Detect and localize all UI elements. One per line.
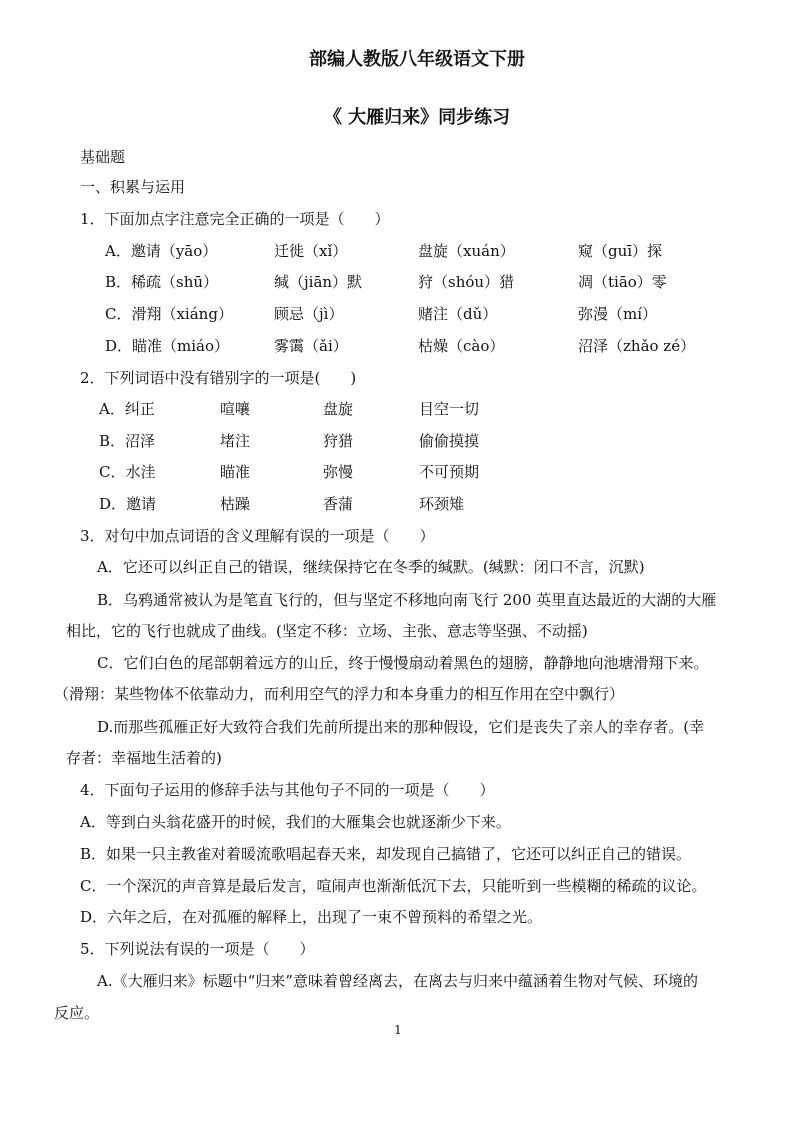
option-cell: 偷偷摸摸 xyxy=(419,432,480,450)
option-cell: 盘旋 xyxy=(323,400,354,418)
option-cell: B．沼泽 xyxy=(99,432,156,450)
question-1-row-a xyxy=(0,240,794,262)
option-cell: 瞄准 xyxy=(220,463,251,481)
question-1-row-b xyxy=(0,271,794,293)
option-cell: 香蒲 xyxy=(323,495,354,513)
option-cell: C．水洼 xyxy=(99,463,156,481)
document-subtitle: 《 大雁归来》同步练习 xyxy=(323,107,511,128)
option-cell: D．邀请 xyxy=(99,495,157,513)
question-2-row-c xyxy=(0,461,794,483)
question-2-stem: 2．下列词语中没有错别字的一项是( ) xyxy=(80,369,357,387)
question-3-stem: 3．对句中加点词语的含义理解有误的一项是（ ） xyxy=(80,527,435,545)
question-3-option-c-cont: （滑翔：某些物体不依靠动力，而利用空气的浮力和本身重力的相互作用在空中飘行） xyxy=(54,685,625,703)
option-cell: C．滑翔（xiáng） xyxy=(105,305,233,323)
option-cell: 沼泽（zhǎo zé） xyxy=(578,337,696,355)
option-cell: 枯躁 xyxy=(220,495,251,513)
question-4-stem: 4．下面句子运用的修辞手法与其他句子不同的一项是（ ） xyxy=(80,781,495,799)
question-5-option-a: A.《大雁归来》标题中“归来”意味着曾经离去，在离去与归来中蕴涵着生物对气候、环境的 xyxy=(97,972,698,990)
option-cell: 喧嚷 xyxy=(220,400,251,418)
question-3-option-b-cont: 相比，它的飞行也就成了曲线。(坚定不移：立场、主张、意志等坚强、不动摇) xyxy=(66,622,588,640)
question-1-stem: 1．下面加点字注意完全正确的一项是（ ） xyxy=(80,210,390,228)
question-3-option-b: B．乌鸦通常被认为是笔直飞行的，但与坚定不移地向南飞行 200 英里直达最近的大湖的大雁 xyxy=(97,591,717,609)
option-cell: 缄（jiān）默 xyxy=(274,273,363,291)
question-4-option-d: D．六年之后，在对孤雁的解释上，出现了一束不曾预料的希望之光。 xyxy=(80,908,543,926)
question-5-stem: 5．下列说法有误的一项是（ ） xyxy=(80,940,315,958)
option-cell: 堵注 xyxy=(220,432,251,450)
option-cell: 迁徙（xǐ） xyxy=(274,242,348,260)
question-4-option-b: B．如果一只主教雀对着暖流歌唱起春天来，却发现自己搞错了，它还可以纠正自己的错误。 xyxy=(80,845,692,863)
question-5-option-a-cont: 反应。 xyxy=(54,1004,100,1022)
option-cell: 窥（guī）探 xyxy=(578,242,663,260)
option-cell: 狩（shóu）猎 xyxy=(418,273,515,291)
question-3-option-c: C．它们白色的尾部朝着远方的山丘，终于慢慢扇动着黑色的翅膀，静静地向池塘滑翔下来。 xyxy=(97,654,709,672)
option-cell: 顾忌（jì） xyxy=(274,305,344,323)
question-2-row-d xyxy=(0,493,794,515)
option-cell: 枯燥（cào） xyxy=(418,337,505,355)
section-label: 基础题 xyxy=(80,148,126,166)
document-title: 部编人教版八年级语文下册 xyxy=(309,49,525,70)
option-cell: 盘旋（xuán） xyxy=(418,242,515,260)
question-3-option-d-cont: 存者：幸福地生活着的) xyxy=(66,749,222,767)
option-cell: 环颈雉 xyxy=(419,495,465,513)
option-cell: 弥漫（mí） xyxy=(578,305,658,323)
option-cell: D．瞄准（miáo） xyxy=(105,337,230,355)
question-3-option-a: A．它还可以纠正自己的错误，继续保持它在冬季的缄默。(缄默：闭口不言，沉默) xyxy=(97,558,645,576)
question-2-row-b xyxy=(0,430,794,452)
question-1-row-c xyxy=(0,303,794,325)
question-2-row-a xyxy=(0,398,794,420)
option-cell: 狩猎 xyxy=(323,432,354,450)
option-cell: 弥慢 xyxy=(323,463,354,481)
option-cell: B．稀疏（shū） xyxy=(105,273,219,291)
part-heading: 一、积累与运用 xyxy=(80,178,186,196)
option-cell: 不可预期 xyxy=(419,463,480,481)
question-3-option-d: D.而那些孤雁正好大致符合我们先前所提出来的那种假设，它们是丧失了亲人的幸存者。(幸 xyxy=(97,718,705,736)
question-1-row-d xyxy=(0,335,794,357)
option-cell: 目空一切 xyxy=(419,400,480,418)
option-cell: 雾霭（ǎi） xyxy=(274,337,348,355)
question-4-option-c: C．一个深沉的声音算是最后发言，喧闹声也渐渐低沉下去，只能听到一些模糊的稀疏的议论。 xyxy=(80,877,707,895)
option-cell: 凋（tiāo）零 xyxy=(578,273,667,291)
page-number: 1 xyxy=(394,1023,402,1037)
option-cell: A．邀请（yāo） xyxy=(105,242,218,260)
option-cell: A．纠正 xyxy=(99,400,155,418)
question-4-option-a: A．等到白头翁花盛开的时候，我们的大雁集会也就逐渐少下来。 xyxy=(80,813,511,831)
option-cell: 赌注（dǔ） xyxy=(418,305,498,323)
